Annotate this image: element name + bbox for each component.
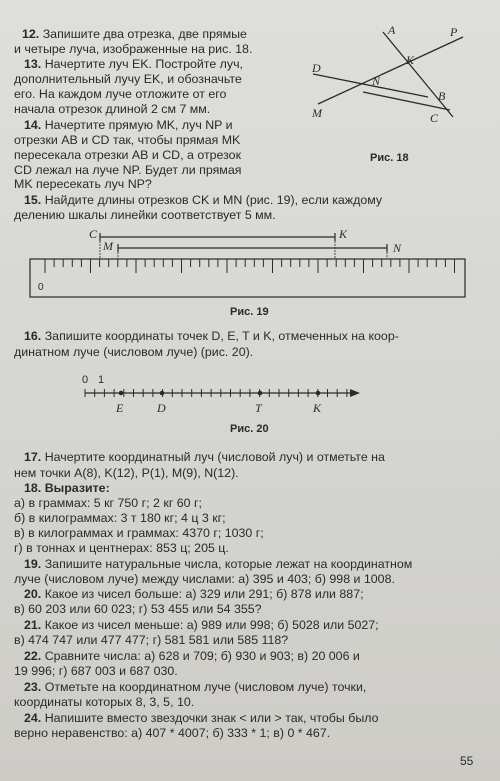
problem-15-line2: делению шкалы линейки соответствует 5 мм. — [14, 208, 276, 222]
point-e — [119, 391, 124, 396]
problem-18-b: б) в килограммах: 3 т 180 кг; 4 ц 3 кг; — [14, 511, 226, 525]
ruler-zero-label: 0 — [38, 282, 44, 293]
problem-14-line5: MK пересекать луч NP? — [14, 177, 152, 191]
problem-13-line3: его. На каждом луче отложите от его — [14, 87, 227, 101]
label-m: M — [103, 239, 113, 253]
problem-19-line2: луче (числовом луче) между числами: а) 395 и 403; б) 998 и 1008. — [14, 572, 395, 586]
problem-18-title: 18. Выразите: — [24, 481, 110, 495]
problem-14-line3: пересекала отрезки AB и CD, а отрезок — [14, 148, 241, 162]
label-c: C — [430, 111, 439, 125]
problem-18-a: а) в граммах: 5 кг 750 г; 2 кг 60 г; — [14, 496, 202, 510]
label-b: B — [438, 89, 446, 103]
label-e: E — [116, 401, 124, 415]
label-m: M — [312, 106, 322, 120]
problem-24-line2: верно неравенство: а) 407 * 4007; б) 333 * 1; в) 0 * 467. — [14, 726, 331, 740]
label-k: K — [313, 401, 322, 415]
segment-ab — [383, 32, 453, 117]
label-d: D — [312, 61, 321, 75]
ray-arrow — [350, 389, 360, 397]
figure-20-number-ray — [70, 368, 370, 418]
figure-18-caption: Рис. 18 — [370, 152, 409, 164]
ray-np — [363, 92, 450, 110]
problem-21-line2: в) 474 747 или 477 477; г) 581 581 или 585 118? — [14, 633, 289, 647]
problem-13-line4: начала отрезок длиной 2 см 7 мм. — [14, 102, 211, 116]
problem-18-d: г) в тоннах и центнерах: 853 ц; 205 ц. — [14, 541, 229, 555]
figure-20-caption: Рис. 20 — [230, 423, 269, 435]
problem-19-line1: 19. Запишите натуральные числа, которые лежат на координатном — [24, 557, 413, 571]
problem-15-line1: 15. Найдите длины отрезков CK и MN (рис. 19), если каждому — [24, 193, 383, 207]
label-n: N — [393, 241, 402, 255]
label-k: K — [339, 228, 348, 241]
problem-14-line2: отрезки AB и CD так, чтобы прямая MK — [14, 133, 241, 147]
problem-17-line1: 17. Начертите координатный луч (числовой луч) и отметьте на — [24, 450, 385, 464]
problem-23-line1: 23. Отметьте на координатном луче (числовом луче) точки, — [24, 680, 367, 694]
problem-22-line2: 19 996; г) 687 003 и 687 030. — [14, 664, 178, 678]
problem-20-line2: в) 60 203 или 60 023; г) 53 455 или 54 355? — [14, 602, 262, 616]
label-t: T — [255, 401, 262, 415]
label-n: N — [372, 74, 381, 88]
label-a: A — [388, 23, 396, 37]
label-p: P — [450, 25, 458, 39]
figure-19-caption: Рис. 19 — [230, 306, 269, 318]
problem-16-line1: 16. Запишите координаты точек D, E, T и K, отмеченных на коор- — [24, 329, 399, 343]
problem-23-line2: координаты которых 8, 3, 5, 10. — [14, 695, 195, 709]
problem-14-line4: CD лежал на луче NP. Будет ли прямая — [14, 163, 242, 177]
point-k — [316, 391, 321, 396]
problem-17-line2: нем точки A(8), K(12), P(1), M(9), N(12). — [14, 466, 239, 480]
label-k: K — [406, 53, 415, 67]
label-one: 1 — [98, 374, 105, 386]
point-t — [258, 391, 263, 396]
problem-21-line1: 21. Какое из чисел меньше: а) 989 или 998; б) 5028 или 5027; — [24, 618, 379, 632]
point-d — [160, 391, 165, 396]
problem-16-line2: динатном луче (числовом луче) (рис. 20). — [14, 345, 254, 359]
problem-18-c: в) в килограммах и граммах: 4370 г; 1030 г; — [14, 526, 264, 540]
problem-13-line2: дополнительный лучу EK, и обозначьте — [14, 72, 242, 86]
problem-14-line1: 14. Начертите прямую MK, луч NP и — [24, 118, 233, 132]
problem-24-line1: 24. Напишите вместо звездочки знак < или > так, чтобы было — [24, 711, 379, 725]
problem-12-line2: и четыре луча, изображенные на рис. 18. — [14, 42, 253, 56]
problem-12-line1: 12. Запишите два отрезка, две прямые — [22, 27, 247, 41]
label-d: D — [157, 401, 166, 415]
figure-19-ruler — [25, 228, 475, 303]
figure-18-diagram — [298, 22, 488, 162]
label-zero: 0 — [82, 374, 89, 386]
problem-13-line1: 13. Начертите луч EK. Постройте луч, — [24, 57, 243, 71]
label-c: C — [89, 228, 98, 241]
problem-22-line1: 22. Сравните числа: а) 628 и 709; б) 930 и 903; в) 20 006 и — [24, 649, 360, 663]
problem-20-line1: 20. Какое из чисел больше: а) 329 или 291; б) 878 или 887; — [24, 587, 364, 601]
page-number: 55 — [460, 754, 474, 768]
